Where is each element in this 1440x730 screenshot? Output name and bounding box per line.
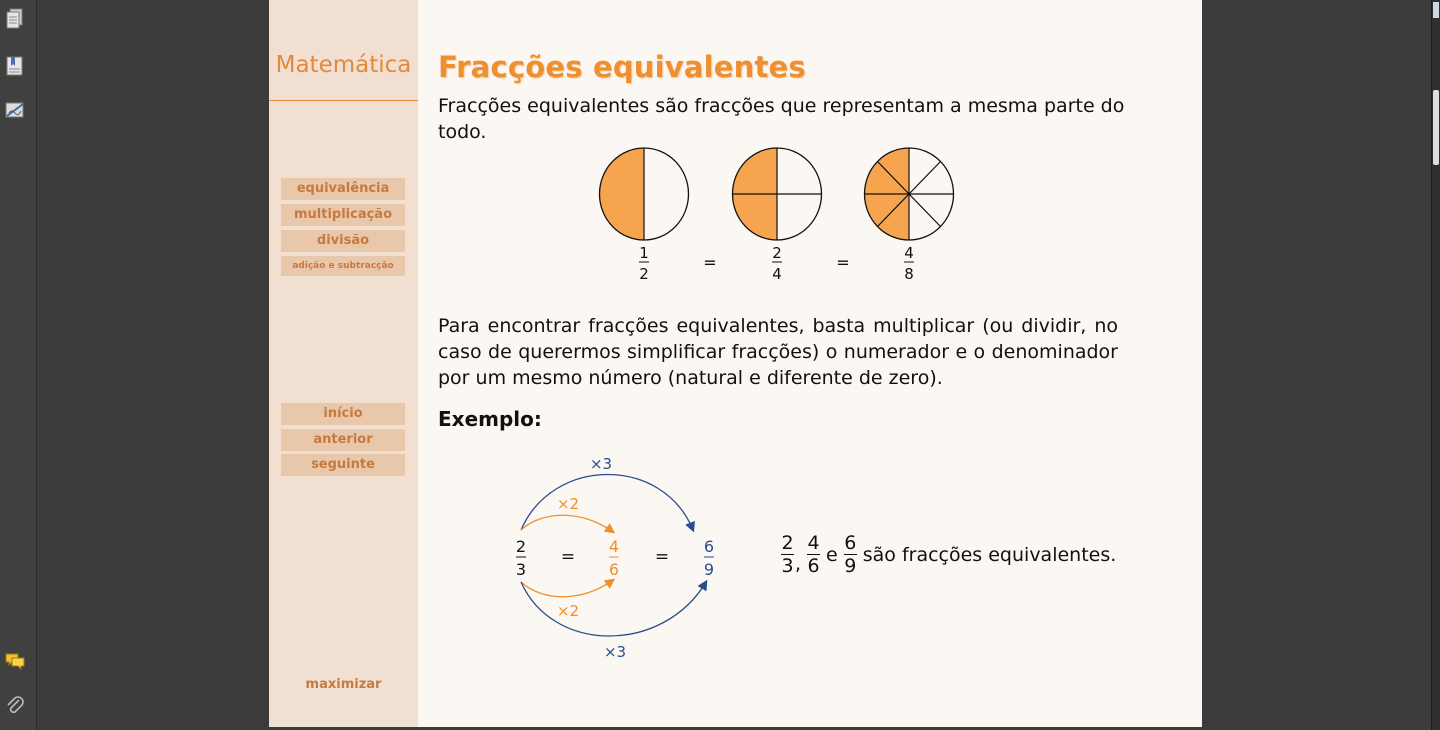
circle-eighths — [865, 148, 954, 240]
svg-text:6: 6 — [703, 537, 715, 556]
slide-content — [438, 0, 1178, 727]
scroll-up-arrow[interactable] — [1433, 2, 1439, 18]
sidebar-brand: Matemática — [275, 52, 412, 78]
svg-text:8: 8 — [904, 265, 914, 283]
nav-button-adicao-subtraccao[interactable]: adição e subtracção — [281, 256, 405, 276]
equals-sign: = — [703, 253, 717, 272]
slide-sidebar — [269, 0, 418, 727]
fraction-4-8 — [904, 244, 914, 283]
label-times2-bottom: ×2 — [556, 602, 580, 620]
conclusion-sentence — [781, 532, 1116, 577]
svg-text:4: 4 — [904, 244, 914, 262]
diagram-equals: = — [560, 547, 576, 567]
svg-text:2: 2 — [772, 244, 782, 262]
svg-text:1: 1 — [639, 244, 649, 262]
diagram-fraction-6-9 — [704, 537, 714, 579]
conclusion-fraction-6-9: $\frac{6}{9}$ — [844, 532, 857, 577]
conclusion-fraction-4-6: $\frac{4}{6}$ — [807, 532, 820, 577]
conclusion-and: e — [826, 543, 838, 566]
conclusion-text: são fracções equivalentes. — [862, 543, 1117, 566]
scrollbar-thumb[interactable] — [1433, 90, 1439, 165]
diagram-equals: = — [654, 547, 670, 567]
svg-text:3: 3 — [515, 560, 527, 579]
fraction-circles-figure — [588, 140, 968, 290]
label-times3-top: ×3 — [589, 455, 613, 473]
equals-sign: = — [836, 253, 850, 272]
arc-times3-bottom — [521, 582, 706, 636]
fraction-2-4 — [772, 244, 782, 283]
svg-text:2: 2 — [639, 265, 649, 283]
circle-half — [600, 148, 689, 240]
label-times2-top: ×2 — [556, 495, 580, 513]
conclusion-fraction-2-3: $\frac{2}{3}$ — [781, 532, 794, 577]
arc-times2-bottom — [521, 580, 613, 597]
comments-icon[interactable] — [4, 650, 26, 672]
attachments-icon[interactable] — [4, 695, 26, 717]
nav-button-anterior[interactable]: anterior — [281, 429, 405, 451]
viewer-left-toolbar — [0, 0, 37, 730]
explanation-paragraph: Para encontrar fracções equivalentes, basta multiplicar (ou dividir, no caso de querermos simplificar fracções) o numerador e o denominador por um mesmo número (natural e diferente de zero). — [438, 315, 1118, 389]
nav-button-multiplicacao[interactable]: multiplicação — [281, 204, 405, 226]
slide-page — [269, 0, 1202, 727]
bookmarks-icon[interactable] — [4, 55, 26, 77]
nav-button-inicio[interactable]: início — [281, 403, 405, 425]
intro-text: Fracções equivalentes são fracções que representam a mesma parte do todo. — [438, 95, 1125, 143]
example-label: Exemplo: — [438, 407, 542, 431]
circle-quarters — [733, 148, 822, 240]
conclusion-comma: , — [795, 552, 802, 575]
arc-times3-top — [521, 475, 693, 531]
multiplication-diagram — [493, 448, 723, 666]
nav-button-equivalencia[interactable]: equivalência — [281, 178, 405, 200]
arc-times2-top — [521, 515, 613, 532]
maximize-link[interactable]: maximizar — [305, 677, 382, 692]
diagram-fraction-2-3 — [516, 537, 526, 579]
pages-icon[interactable] — [4, 8, 26, 30]
diagram-fraction-4-6 — [609, 537, 619, 579]
sidebar-divider — [269, 100, 418, 101]
signatures-icon[interactable] — [4, 99, 26, 121]
nav-button-seguinte[interactable]: seguinte — [281, 454, 405, 476]
svg-text:6: 6 — [608, 560, 620, 579]
nav-button-divisao[interactable]: divisão — [281, 230, 405, 252]
svg-text:4: 4 — [772, 265, 782, 283]
slide-title: Fracções equivalentes — [438, 50, 806, 84]
fraction-1-2 — [639, 244, 649, 283]
svg-text:2: 2 — [515, 537, 527, 556]
svg-text:9: 9 — [703, 560, 715, 579]
label-times3-bottom: ×3 — [603, 643, 627, 661]
vertical-scrollbar[interactable] — [1431, 0, 1440, 730]
svg-text:4: 4 — [608, 537, 620, 556]
